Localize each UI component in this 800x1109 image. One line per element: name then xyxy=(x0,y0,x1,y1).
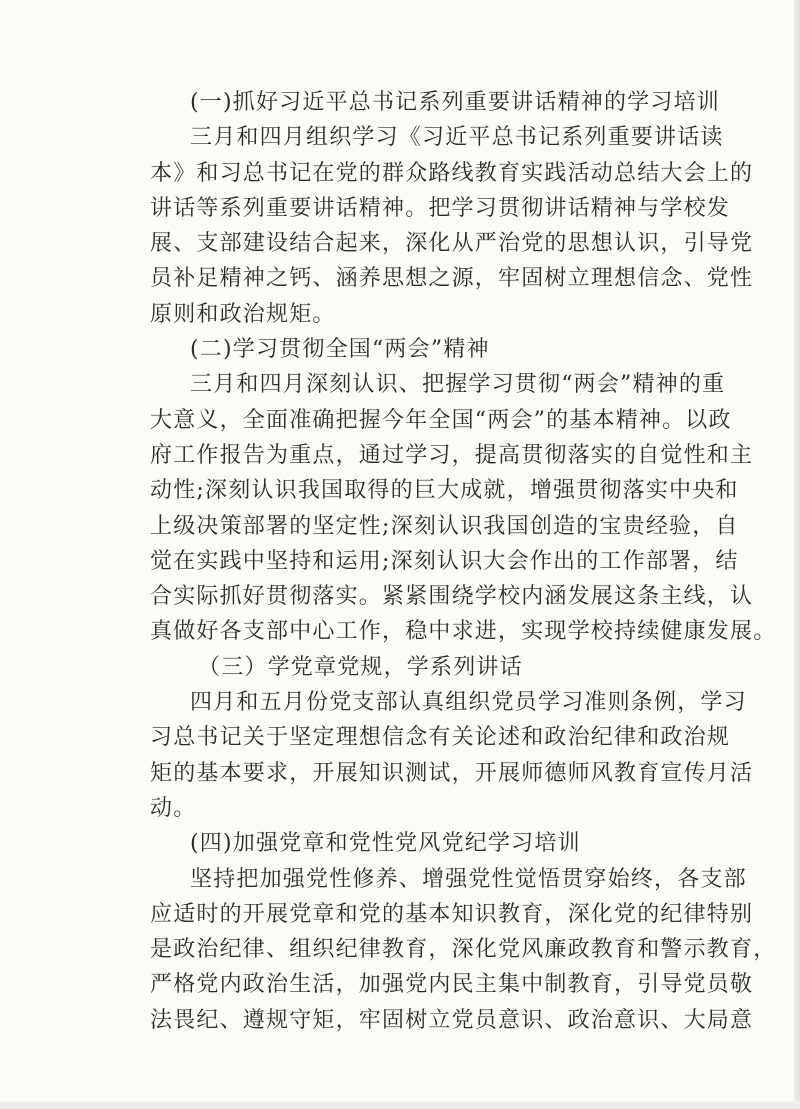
paragraph-line: 矩的基本要求，开展知识测试，开展师德师风教育宣传月活 xyxy=(150,760,754,786)
paragraph-line: 展、支部建设结合起来，深化从严治党的思想认识，引导党 xyxy=(150,231,754,257)
paragraph-line: 坚持把加强党性修养、增强党性觉悟贯穿始终，各支部 xyxy=(190,866,747,892)
paragraph-line: 三月和四月深刻认识、把握学习贯彻“两会”精神的重 xyxy=(190,372,726,398)
scan-edge-right xyxy=(794,0,800,1109)
section-heading-1: (一)抓好习近平总书记系列重要讲话精神的学习培训 xyxy=(190,90,720,115)
document-body xyxy=(150,85,777,1038)
paragraph-line: 真做好各支部中心工作，稳中求进，实现学校持续健康发展。 xyxy=(150,619,777,645)
paragraph-line: 动性;深刻认识我国取得的巨大成就，增强贯彻落实中央和 xyxy=(150,478,739,504)
paragraph-line: 员补足精神之钙、涵养思想之源，牢固树立理想信念、党性 xyxy=(150,266,754,292)
paragraph-line: 上级决策部署的坚定性;深刻认识我国创造的宝贵经验，自 xyxy=(150,513,739,539)
paragraph-line: 习总书记关于坚定理想信念有关论述和政治纪律和政治规 xyxy=(150,725,731,751)
section-heading-2: (二)学习贯彻全国“两会”精神 xyxy=(190,337,490,363)
paragraph-line: 本》和习总书记在党的群众路线教育实践活动总结大会上的 xyxy=(150,160,754,186)
paragraph-line: 是政治纪律、组织纪律教育，深化党风廉政教育和警示教育， xyxy=(150,937,777,963)
section-heading-3: （三）学党章党规，学系列讲话 xyxy=(198,654,523,680)
paragraph-line: 合实际抓好贯彻落实。紧紧围绕学校内涵发展这条主线，认 xyxy=(150,584,754,610)
scan-edge-bottom xyxy=(0,1101,800,1109)
paragraph-line: 三月和四月组织学习《习近平总书记系列重要讲话读 xyxy=(190,125,724,151)
paragraph-line: 应适时的开展党章和党的基本知识教育，深化党的纪律特别 xyxy=(150,901,754,927)
paragraph-line: 四月和五月份党支部认真组织党员学习准则条例，学习 xyxy=(190,690,747,716)
paragraph-line: 严格党内政治生活，加强党内民主集中制教育，引导党员敬 xyxy=(150,972,754,998)
paragraph-line: 原则和政治规矩。 xyxy=(150,301,336,327)
paragraph-line: 法畏纪、遵规守矩，牢固树立党员意识、政治意识、大局意 xyxy=(150,1007,754,1033)
paragraph-line: 讲话等系列重要讲话精神。把学习贯彻讲话精神与学校发 xyxy=(150,195,731,221)
paragraph-line: 觉在实践中坚持和运用;深刻认识大会作出的工作部署，结 xyxy=(150,548,739,574)
section-heading-4: (四)加强党章和党性党风党纪学习培训 xyxy=(190,831,581,857)
paragraph-line: 大意义，全面准确把握今年全国“两会”的基本精神。以政 xyxy=(150,407,732,433)
paragraph-line: 府工作报告为重点，通过学习，提高贯彻落实的自觉性和主 xyxy=(150,442,754,468)
paragraph-line: 动。 xyxy=(150,795,197,821)
